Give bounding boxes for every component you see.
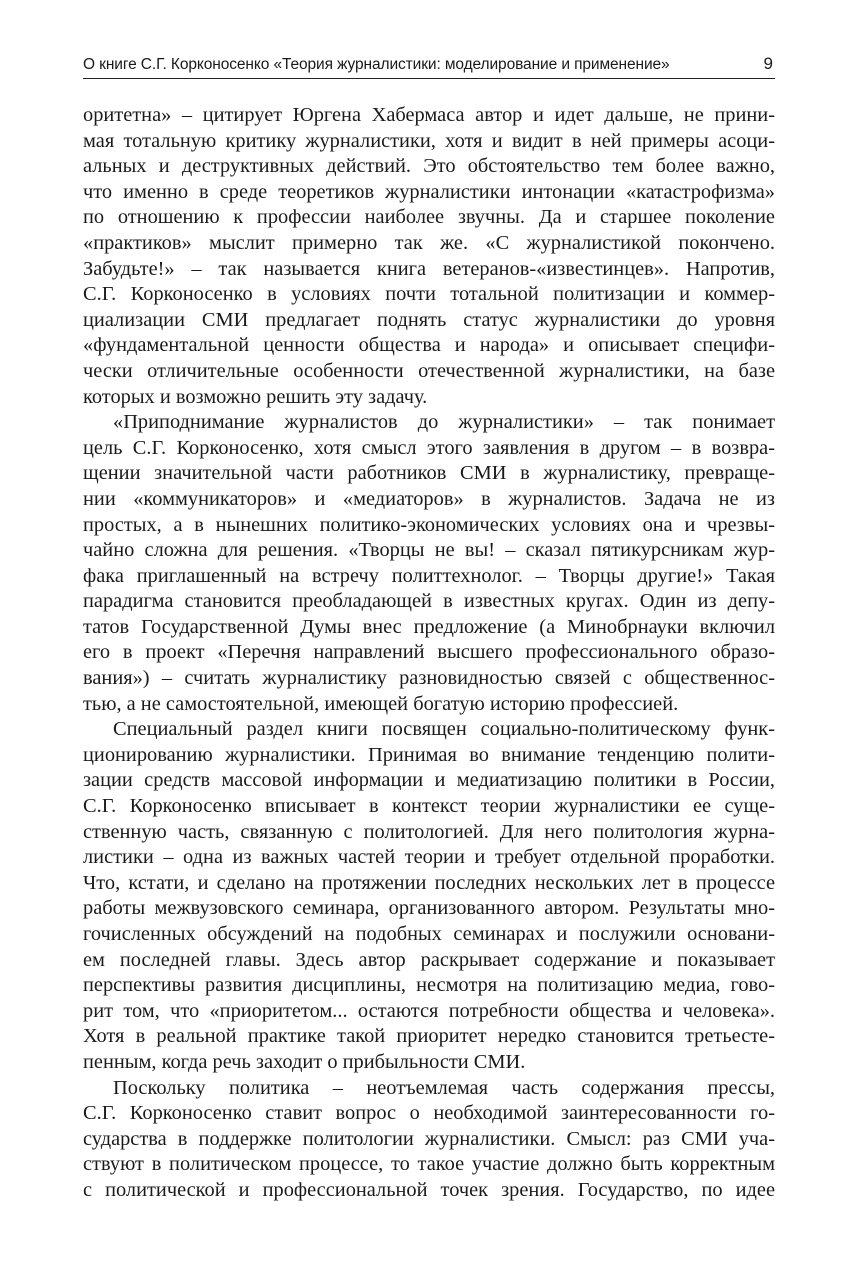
text-line: «практиков» мыслит примерно так же. «С журналистикой покончено. [83,231,775,254]
text-line: Что, кстати, и сделано на протяжении последних нескольких лет в процессе [83,871,775,894]
book-page [83,54,775,1204]
text-line: зации средств массовой информации и медиатизацию политики в России, [83,769,775,792]
text-line: сударства в поддержке политологии журналистики. Смысл: раз СМИ уча- [83,1127,775,1150]
page-number: 9 [763,54,773,73]
text-line: гочисленных обсуждений на подобных семинарах и послужили основани- [83,923,775,945]
text-line: С.Г. Корконосенко вписывает в контекст теории журналистики ее суще- [83,795,775,818]
paragraph-2 [83,410,775,717]
running-header-title: О книге С.Г. Корконосенко «Теория журналистики: моделирование и применение» [83,56,670,73]
text-line: цель С.Г. Корконосенко, хотя смысл этого заявления в другом – в возвра- [83,436,775,459]
paragraph-1 [83,103,775,410]
text-line: перспективы развития дисциплины, несмотря на политизацию медиа, гово- [83,974,775,997]
text-line: Хотя в реальной практике такой приоритет нередко становится третьесте- [83,1025,775,1048]
text-line: ционированию журналистики. Принимая во внимание тенденцию полити- [83,743,775,766]
body-text [83,103,775,1204]
text-line: оритетна» – цитирует Юргена Хабермаса автор и идет дальше, не прини- [83,104,775,126]
text-line: фака приглашенный на встречу политтехнолог. – Творцы другие!» Такая [83,564,775,587]
text-line: его в проект «Перечня направлений высшего профессионального образо- [83,641,775,664]
text-line: мая тотальную критику журналистики, хотя и видит в ней примеры асоци- [83,129,775,152]
text-line: циализации СМИ предлагает поднять статус журналистики до уровня [83,308,775,331]
text-line: «фундаментальной ценности общества и народа» и описывает специфи- [83,334,775,357]
text-line: пенным, когда речь заходит о прибыльности СМИ. [83,1050,526,1073]
text-line: Специальный раздел книги посвящен социально-политическому функ- [113,718,775,741]
paragraph-3 [83,717,775,1075]
text-line: рит том, что «приоритетом... остаются потребности общества и человека». [83,999,775,1022]
text-line: с политической и профессиональной точек зрения. Государство, по идее [83,1178,775,1201]
text-line: Поскольку политика – неотъемлемая часть содержания прессы, [113,1076,775,1099]
text-line: Забудьте!» – так называется книга ветеранов-«известинцев». Напротив, [83,257,775,280]
paragraph-4 [83,1076,775,1204]
text-line: нии «коммуникаторов» и «медиаторов» в журналистов. Задача не из [83,487,775,510]
text-line: чайно сложна для решения. «Творцы не вы! – сказал пятикурсникам жур- [83,539,775,562]
text-line: работы межвузовского семинара, организованного автором. Результаты мно- [83,897,775,920]
text-line: тью, а не самостоятельной, имеющей богатую историю профессией. [83,692,679,715]
text-line: татов Государственной Думы внес предложение (а Минобрнауки включил [83,615,775,638]
text-line: по отношению к профессии наиболее звучны. Да и старшее поколение [83,206,775,229]
text-line: что именно в среде теоретиков журналистики интонации «катастрофизма» [83,180,775,203]
text-line: «Приподнимание журналистов до журналистики» – так понимает [113,411,775,434]
text-line: простых, а в нынешних политико-экономических условиях она и чрезвы- [83,513,775,536]
text-line: вания») – считать журналистику разновидностью связей с общественнос- [83,667,775,690]
running-header [83,54,775,79]
text-line: ственную часть, связанную с политологией. Для него политология журна- [83,820,775,843]
text-line: которых и возможно решить эту задачу. [83,385,428,408]
text-line: альных и деструктивных действий. Это обстоятельство тем более важно, [83,155,775,178]
text-line: С.Г. Корконосенко в условиях почти тотальной политизации и коммер- [83,283,775,306]
text-line: С.Г. Корконосенко ставит вопрос о необходимой заинтересованности го- [83,1102,775,1125]
text-line: чески отличительные особенности отечественной журналистики, на базе [83,359,775,382]
text-line: листики – одна из важных частей теории и требует отдельной проработки. [83,846,775,869]
text-line: щении значительной части работников СМИ в журналистику, превраще- [83,462,775,485]
text-line: ем последней главы. Здесь автор раскрывает содержание и показывает [83,948,775,971]
text-line: парадигма становится преобладающей в известных кругах. Один из депу- [83,590,775,613]
text-line: ствуют в политическом процессе, то такое участие должно быть корректным [83,1153,775,1176]
